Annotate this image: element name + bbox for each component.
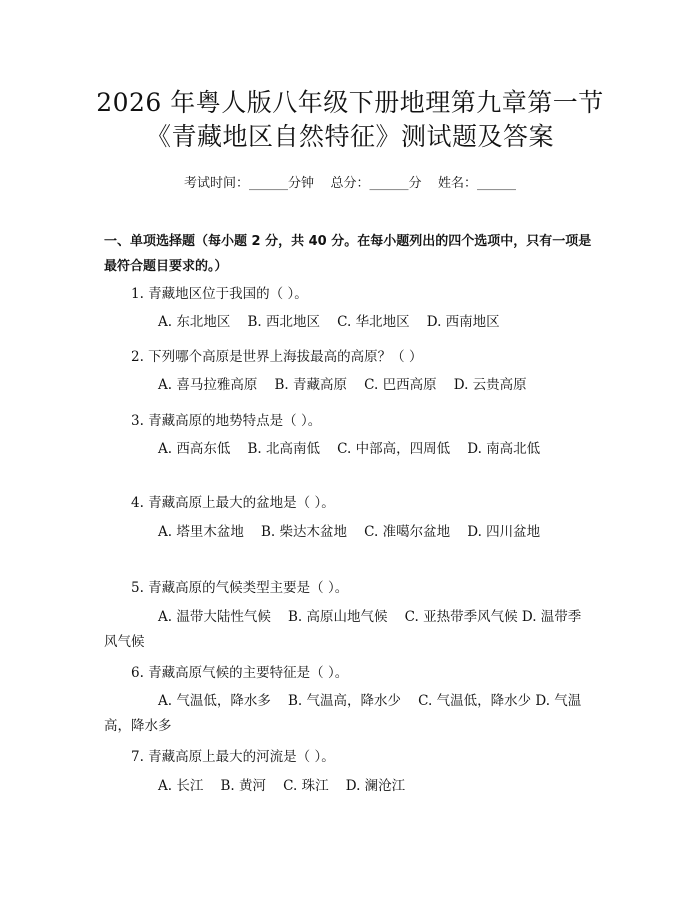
question-stem-6: 6. 青藏高原气候的主要特征是（ ）。 <box>131 665 349 681</box>
question-stem-5: 5. 青藏高原的气候类型主要是（ ）。 <box>131 580 349 596</box>
question-options-6: A. 气温低，降水多 B. 气温高，降水少 C. 气温低，降水少 D. 气温高，降水多 <box>104 693 582 734</box>
question-stem-4: 4. 青藏高原上最大的盆地是（ ）。 <box>131 495 335 511</box>
document-title-line-2: 《青藏地区自然特征》测试题及答案 <box>145 122 554 151</box>
question-options-7: A. 长江 B. 黄河 C. 珠江 D. 澜沧江 <box>158 778 406 794</box>
exam-info: 考试时间：______分钟 总分：______分 姓名：______ <box>183 176 517 191</box>
question-stem-3: 3. 青藏高原的地势特点是（ ）。 <box>131 413 322 429</box>
section-heading: 一、单项选择题（每小题 2 分，共 40 分。在每小题列出的四个选项中，只有一项是最符合题目要求的。） <box>104 234 592 274</box>
question-options-4: A. 塔里木盆地 B. 柴达木盆地 C. 准噶尔盆地 D. 四川盆地 <box>158 524 541 540</box>
question-stem-1: 1. 青藏地区位于我国的（ ）。 <box>131 286 308 302</box>
question-stem-2: 2. 下列哪个高原是世界上海拔最高的高原？（ ） <box>131 349 423 365</box>
document-title-line-1: 2026 年粤人版八年级下册地理第九章第一节 <box>96 88 604 117</box>
question-options-2: A. 喜马拉雅高原 B. 青藏高原 C. 巴西高原 D. 云贵高原 <box>158 377 527 393</box>
question-options-1: A. 东北地区 B. 西北地区 C. 华北地区 D. 西南地区 <box>158 314 500 330</box>
question-stem-7: 7. 青藏高原上最大的河流是（ ）。 <box>131 749 335 765</box>
question-options-3: A. 西高东低 B. 北高南低 C. 中部高，四周低 D. 南高北低 <box>158 441 541 457</box>
question-options-5: A. 温带大陆性气候 B. 高原山地气候 C. 亚热带季风气候 D. 温带季风气候 <box>104 609 582 650</box>
